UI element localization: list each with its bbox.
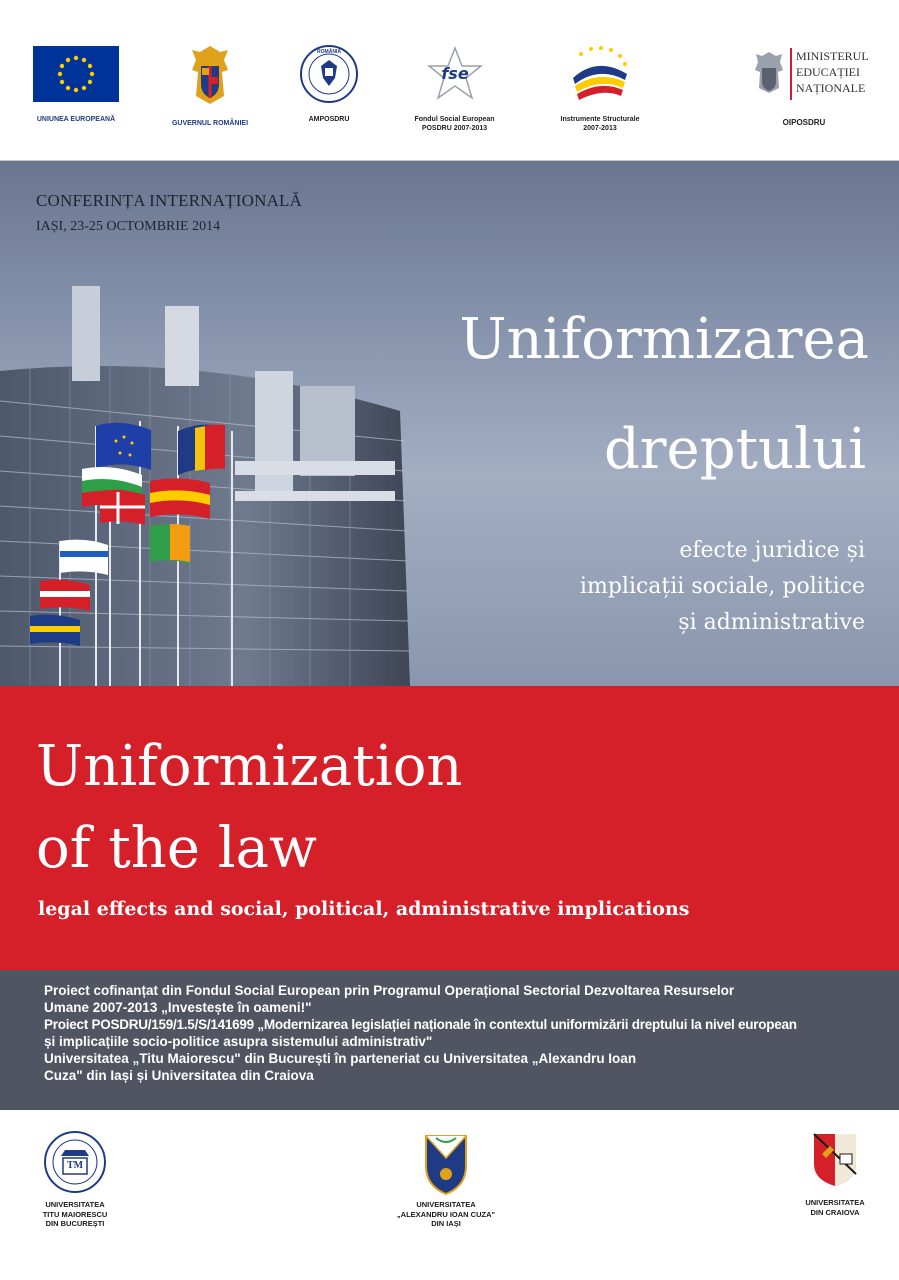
project-line-5: Universitatea „Titu Maiorescu" din București în parteneriat cu Universitatea „Alexandru Ioan	[44, 1051, 637, 1066]
subtitle-en: legal effects and social, political, administrative implications	[38, 898, 690, 920]
structural-instruments-icon	[567, 44, 633, 106]
university-titu-maiorescu	[20, 1130, 130, 1229]
project-line-3: Proiect POSDRU/159/1.5/S/141699 „Modernizarea legislației naționale în contextul uniformizării dreptului la nivel european	[44, 1017, 797, 1032]
subtitle-ro-line2: implicații sociale, politice	[579, 574, 865, 599]
subtitle-ro-line1: efecte juridice și	[679, 538, 865, 563]
subtitle-ro-line3: și administrative	[678, 610, 865, 635]
titu-maiorescu-mark: TM	[66, 1160, 84, 1171]
craiova-emblem-icon	[810, 1130, 860, 1188]
ministry-name-line2: EDUCAȚIEI	[796, 65, 860, 79]
ministry-name-line1: MINISTERUL	[796, 49, 869, 63]
amposdru-seal-text: ROMÂNIA	[317, 49, 341, 55]
project-line-1: Proiect cofinanțat din Fondul Social European prin Programul Operațional Sectorial Dezvoltarea Resurselor	[44, 983, 735, 998]
logo-ministry-caption: OIPOSDRU	[782, 118, 826, 127]
logo-eu-caption: UNIUNEA EUROPEANĂ	[36, 116, 116, 123]
title-ro-line2: dreptului	[603, 417, 866, 482]
logo-fse-caption: Fondul Social European POSDRU 2007-2013	[414, 116, 495, 132]
logo-fse	[397, 44, 512, 133]
university-craiova-caption: UNIVERSITATEA DIN CRAIOVA	[805, 1198, 865, 1217]
romanian-coat-of-arms-icon	[188, 44, 232, 106]
english-title-band	[0, 686, 899, 970]
eu-flag-icon	[33, 46, 119, 102]
logo-structural-instruments-caption: Instrumente Structurale 2007-2013	[560, 116, 640, 132]
university-uaic	[376, 1130, 516, 1229]
ministry-name-line3: NAȚIONALE	[796, 81, 866, 95]
project-line-4: și implicațiile socio-politice asupra sistemului administrativ"	[44, 1034, 433, 1049]
logo-strip	[0, 0, 899, 160]
university-titu-maiorescu-caption: UNIVERSITATEA TITU MAIORESCU DIN BUCUREȘTI	[42, 1200, 108, 1228]
university-craiova	[790, 1130, 880, 1217]
fse-mark: fse	[441, 64, 469, 83]
title-en-line1: Uniformization	[36, 734, 463, 799]
hero-section	[0, 161, 899, 686]
university-uaic-caption: UNIVERSITATEA „ALEXANDRU IOAN CUZA" DIN IAȘI	[396, 1200, 496, 1228]
ministry-divider	[790, 48, 792, 100]
title-en-line2: of the law	[36, 816, 317, 881]
ministry-name	[796, 48, 869, 96]
logo-government	[155, 44, 265, 128]
logo-eu	[30, 46, 122, 124]
logo-ministry	[744, 44, 884, 144]
logo-government-caption: GUVERNUL ROMÂNIEI	[171, 120, 249, 127]
conference-title: CONFERINȚA INTERNAȚIONALĂ	[36, 191, 303, 210]
logo-amposdru-caption: AMPOSDRU	[308, 116, 350, 123]
logo-structural-instruments	[545, 44, 655, 133]
logo-amposdru	[284, 44, 374, 124]
project-line-2: Umane 2007-2013 „Investește în oameni!"	[44, 1000, 312, 1015]
project-line-6: Cuza" din Iași și Universitatea din Craiova	[44, 1068, 314, 1083]
conference-date: IAȘI, 23-25 OCTOMBRIE 2014	[36, 219, 221, 234]
project-info-band	[0, 970, 899, 1110]
uaic-coat-of-arms-icon	[420, 1130, 472, 1196]
title-ro-line1: Uniformizarea	[459, 307, 869, 372]
ministry-emblem-icon	[752, 50, 786, 94]
